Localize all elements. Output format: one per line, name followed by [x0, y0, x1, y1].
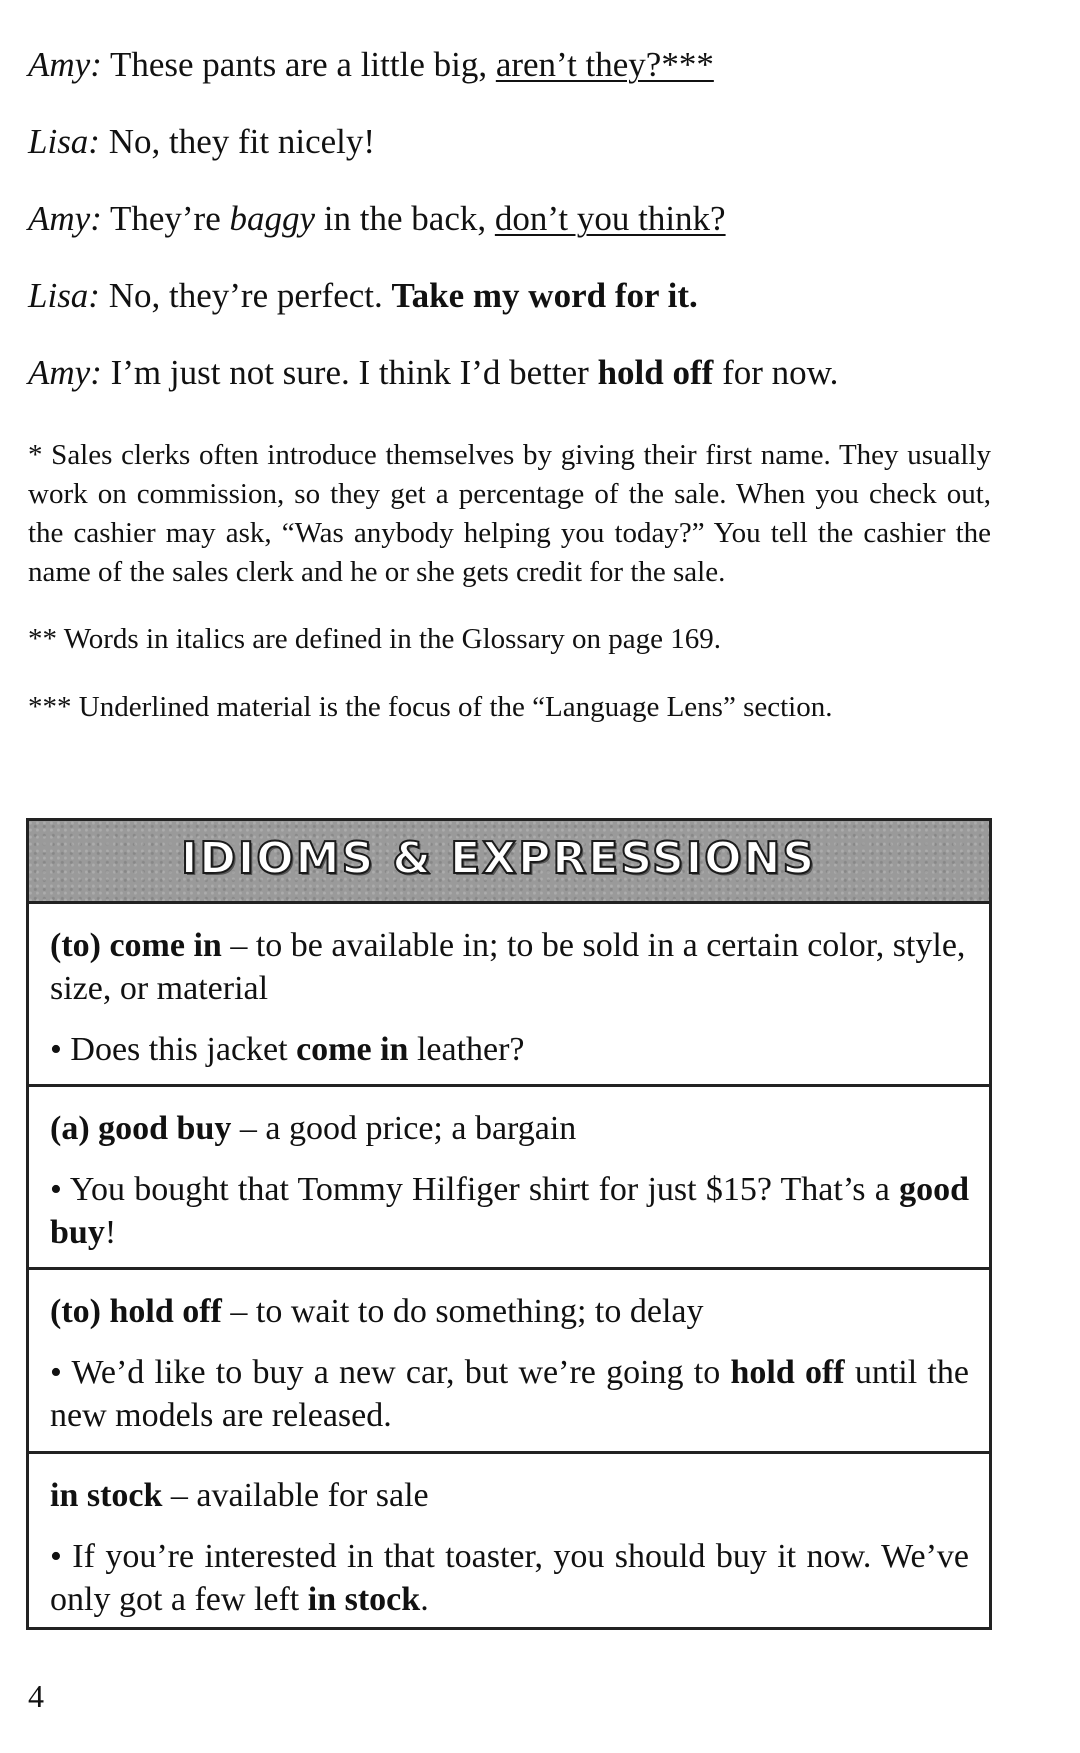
- dialogue-text: for now.: [713, 353, 839, 392]
- dialogue-line-1: [28, 36, 988, 113]
- speaker-label: Amy:: [28, 353, 102, 392]
- example-text: • If you’re interested in that toaster, you should buy it now. We’ve only got a few left: [50, 1538, 969, 1618]
- example-text: • We’d like to buy a new car, but we’re going to: [50, 1354, 731, 1391]
- idioms-expressions-box: [26, 818, 992, 1630]
- idiom-term: (a) good buy: [50, 1110, 232, 1147]
- underlined-phrase: don’t you think?: [494, 199, 726, 238]
- example-text: !: [104, 1214, 117, 1251]
- speaker-label: Lisa:: [28, 122, 100, 161]
- definition-text: – available for sale: [162, 1477, 429, 1514]
- example-text: • You bought that Tommy Hilfiger shirt for just $15? That’s a: [50, 1171, 900, 1208]
- idiom-phrase: hold off: [597, 353, 714, 392]
- page-number: 4: [28, 1678, 44, 1714]
- example-idiom: good buy: [50, 1171, 969, 1251]
- idiom-definition: [50, 1290, 969, 1333]
- footnotes: [28, 436, 991, 756]
- idiom-example: [50, 1168, 969, 1254]
- dialogue-text: They’re: [109, 199, 230, 238]
- dialogue-text: These pants are a little big,: [109, 45, 496, 84]
- footnote-italics: ** Words in italics are defined in the Glossary on page 169.: [28, 623, 721, 655]
- example-text: • Does this jacket: [50, 1031, 297, 1068]
- example-text: .: [420, 1581, 429, 1618]
- dialogue-line-5: [28, 344, 988, 421]
- idiom-example: [50, 1535, 969, 1621]
- idiom-term: (to) come in: [50, 927, 222, 964]
- dialogue-text: in the back,: [315, 199, 495, 238]
- dialogue-line-3: [28, 190, 988, 267]
- dialogue-text: No, they fit nicely!: [108, 122, 376, 161]
- definition-text: – to be available in; to be sold in a certain color, style, size, or material: [50, 927, 966, 1007]
- speaker-label: Amy:: [28, 199, 102, 238]
- idiom-example: [50, 1351, 969, 1437]
- example-idiom: come in: [296, 1031, 409, 1068]
- idiom-definition: [50, 924, 969, 1010]
- idiom-example: [50, 1028, 969, 1071]
- speaker-label: Amy:: [28, 45, 102, 84]
- example-idiom: in stock: [307, 1581, 421, 1618]
- idiom-term: in stock: [50, 1477, 163, 1514]
- footnote-underlined: *** Underlined material is the focus of the “Language Lens” section.: [28, 691, 833, 723]
- idiom-entry: [29, 1454, 989, 1633]
- glossary-word: baggy: [229, 199, 316, 238]
- idiom-entry: [29, 1270, 989, 1454]
- dialogue-text: No, they’re perfect.: [108, 276, 392, 315]
- definition-text: – a good price; a bargain: [231, 1110, 577, 1147]
- idiom-definition: [50, 1107, 969, 1150]
- idioms-title: IDIOMS & EXPRESSIONS: [181, 833, 817, 884]
- footnote-sales-clerks: * Sales clerks often introduce themselves by giving their first name. They usually work on commission, so they get a percentage of the sale. When you check out, the cashier may ask, “Was anybody helping you today?” You tell the cashier the name of the sales clerk and he or she gets credit for the sale.: [28, 439, 991, 588]
- idiom-definition: [50, 1474, 969, 1517]
- idiom-phrase: Take my word for it.: [391, 276, 698, 315]
- definition-text: – to wait to do something; to delay: [221, 1293, 704, 1330]
- idioms-header: [29, 821, 989, 904]
- underlined-phrase: aren’t they?***: [495, 45, 714, 84]
- dialogue-line-2: [28, 113, 988, 190]
- idiom-entry: [29, 1087, 989, 1270]
- idiom-entry: [29, 904, 989, 1087]
- example-text: until the new models are released.: [50, 1354, 969, 1434]
- speaker-label: Lisa:: [28, 276, 100, 315]
- dialogue: [28, 36, 988, 421]
- example-idiom: hold off: [730, 1354, 845, 1391]
- example-text: leather?: [408, 1031, 525, 1068]
- dialogue-line-4: [28, 267, 988, 344]
- dialogue-text: I’m just not sure. I think I’d better: [110, 353, 598, 392]
- idiom-term: (to) hold off: [50, 1293, 222, 1330]
